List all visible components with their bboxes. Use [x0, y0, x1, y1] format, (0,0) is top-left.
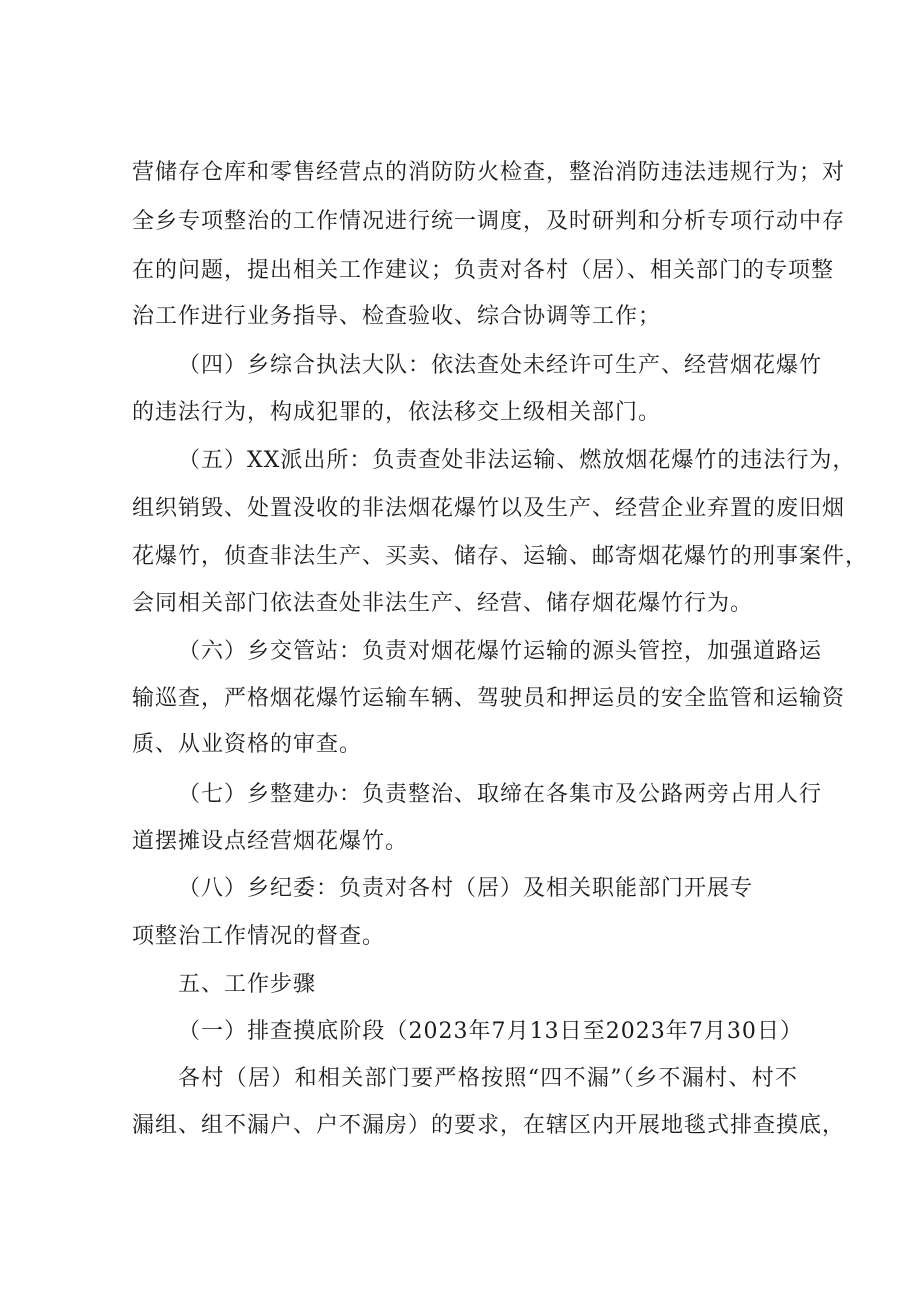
paragraph-line: （八）乡纪委：负责对各村（居）及相关职能部门开展专	[178, 876, 754, 901]
paragraph-line: 花爆竹，侦查非法生产、买卖、储存、运输、邮寄烟花爆竹的刑事案件，	[132, 544, 869, 569]
paragraph-line: 在的问题，提出相关工作建议；负责对各村（居）、相关部门的专项整	[132, 258, 835, 283]
paragraph-line: 营储存仓库和零售经营点的消防防火检查，整治消防违法违规行为；对	[132, 160, 846, 185]
paragraph-line: 项整治工作情况的督查。	[132, 924, 386, 949]
paragraph-line: 道摆摊设点经营烟花爆竹。	[132, 829, 409, 854]
paragraph-line: 漏组、组不漏户、户不漏房）的要求，在辖区内开展地毯式排查摸底，	[132, 1113, 846, 1138]
paragraph-line: 治工作进行业务指导、检查验收、综合协调等工作；	[132, 304, 662, 329]
paragraph-line: 组织销毁、处置没收的非法烟花爆竹以及生产、经营企业弃置的废旧烟	[132, 496, 846, 521]
paragraph-line: （六）乡交管站：负责对烟花爆竹运输的源头管控，加强道路运	[178, 639, 823, 664]
paragraph-line: 各村（居）和相关部门要严格按照“四不漏”（乡不漏村、村不	[178, 1066, 798, 1091]
subsection-heading: （一）排查摸底阶段（2023年7月13日至2023年7月30日）	[178, 1019, 803, 1044]
paragraph-line: 全乡专项整治的工作情况进行统一调度，及时研判和分析专项行动中存	[132, 209, 846, 234]
paragraph-line: 的违法行为，构成犯罪的，依法移交上级相关部门。	[132, 400, 662, 425]
paragraph-line: （七）乡整建办：负责整治、取缔在各集市及公路两旁占用人行	[178, 782, 823, 807]
paragraph-line: （四）乡综合执法大队：依法查处未经许可生产、经营烟花爆竹	[178, 353, 823, 378]
paragraph-line: （五）XX派出所：负责查处非法运输、燃放烟花爆竹的违法行为，	[178, 448, 856, 473]
paragraph-line: 会同相关部门依法查处非法生产、经营、储存烟花爆竹行为。	[132, 591, 754, 616]
paragraph-line: 质、从业资格的审查。	[132, 732, 363, 757]
paragraph-line: 输巡查，严格烟花爆竹运输车辆、驾驶员和押运员的安全监管和运输资	[132, 686, 846, 711]
section-heading: 五、工作步骤	[178, 972, 317, 997]
